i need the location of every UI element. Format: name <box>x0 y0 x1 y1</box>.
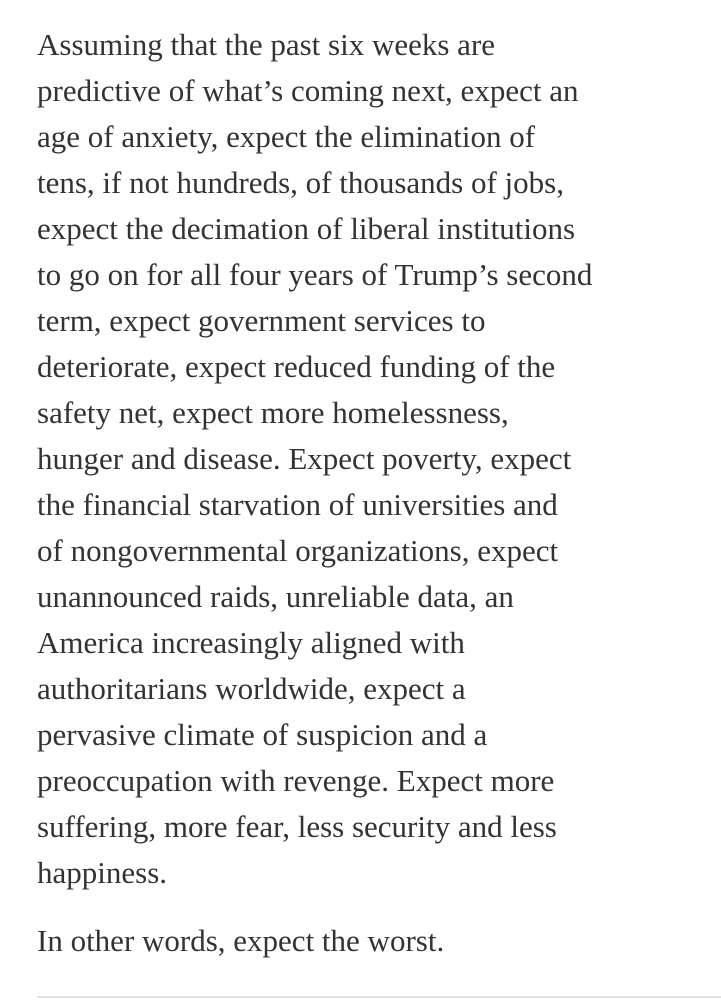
paragraph-line: tens, if not hundreds, of thousands of jobs, <box>37 165 564 200</box>
paragraph-line: happiness. <box>37 855 168 890</box>
paragraph-line: age of anxiety, expect the elimination of <box>37 119 536 154</box>
paragraph-2 <box>37 918 697 964</box>
paragraph-line: Assuming that the past six weeks are <box>37 27 496 62</box>
paragraph-line: In other words, expect the worst. <box>37 923 445 958</box>
paragraph-line: expect the decimation of liberal institutions <box>37 211 576 246</box>
paragraph-line: term, expect government services to <box>37 303 486 338</box>
paragraph-line: predictive of what’s coming next, expect an <box>37 73 579 108</box>
paragraph-line: suffering, more fear, less security and less <box>37 809 557 844</box>
paragraph-line: authoritarians worldwide, expect a <box>37 671 466 706</box>
paragraph-line: unannounced raids, unreliable data, an <box>37 579 514 614</box>
paragraph-line: pervasive climate of suspicion and a <box>37 717 488 752</box>
paragraph-line: America increasingly aligned with <box>37 625 465 660</box>
section-divider <box>37 996 721 998</box>
paragraph-line: safety net, expect more homelessness, <box>37 395 509 430</box>
paragraph-line: preoccupation with revenge. Expect more <box>37 763 555 798</box>
paragraph-line: deteriorate, expect reduced funding of the <box>37 349 556 384</box>
paragraph-line: hunger and disease. Expect poverty, expect <box>37 441 572 476</box>
paragraph-line: the financial starvation of universities and <box>37 487 558 522</box>
paragraph-line: of nongovernmental organizations, expect <box>37 533 559 568</box>
paragraph-line: to go on for all four years of Trump’s second <box>37 257 593 292</box>
paragraph-1 <box>37 22 697 896</box>
article-body <box>37 22 697 964</box>
